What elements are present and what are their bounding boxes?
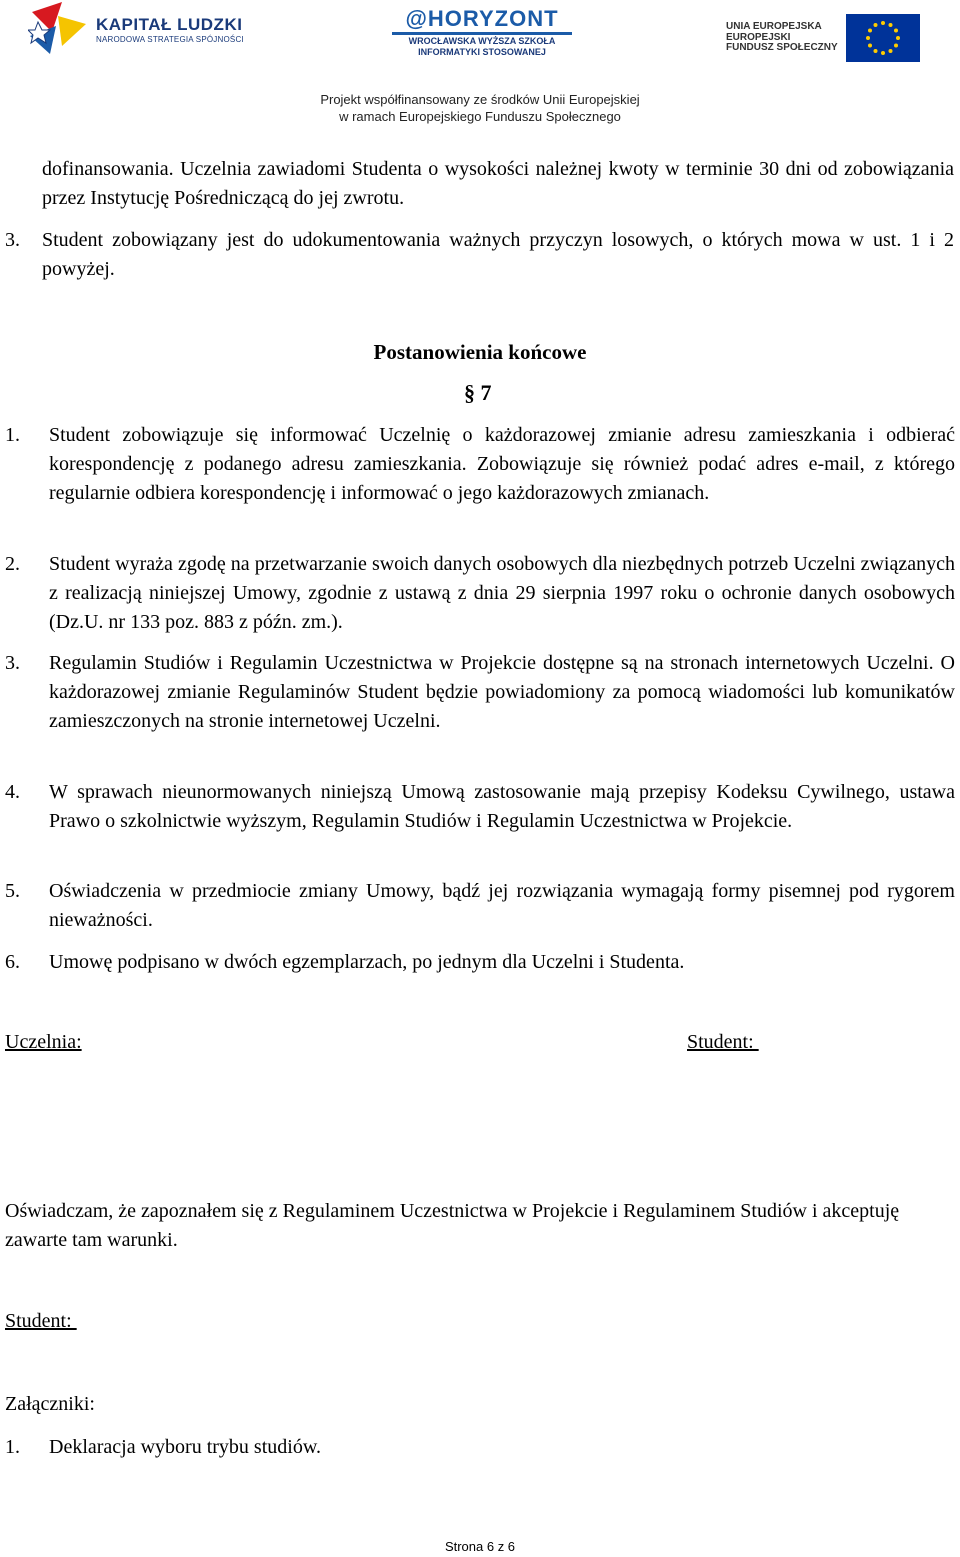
item-number: 2. [5, 553, 20, 575]
eu-star-icon [888, 49, 892, 53]
eu-star-icon [873, 49, 877, 53]
eu-star-icon [881, 51, 885, 55]
paragraph-mark: § 7 [464, 380, 492, 405]
project-line-1: Projekt współfinansowany ze środków Unii Europejskiej [320, 92, 640, 107]
list-item: Regulamin Studiów i Regulamin Uczestnictwa w Projekcie dostępne są na stronach internetowych Uczelni. O każdorazowej zmianie Regulaminów Student będzie powiadomiony za pomocą wiadomości lub komunikatów zamieszczonych na stronie internetowej Uczelni. [49, 652, 955, 732]
kapital-ludzki-title: KAPITAŁ LUDZKI [96, 15, 243, 34]
attachments-label: Załączniki: [5, 1393, 95, 1415]
eu-line-3: FUNDUSZ SPOŁECZNY [726, 42, 838, 54]
item-number: 4. [5, 781, 20, 803]
eu-star-icon [868, 29, 872, 33]
eu-star-icon [873, 23, 877, 27]
item-number: 5. [5, 880, 20, 902]
signature-student: Student: [687, 1031, 759, 1053]
eu-flag-icon [846, 14, 920, 62]
signature-uczelnia: Uczelnia: [5, 1031, 82, 1053]
eu-star-icon [881, 21, 885, 25]
at-sign-icon: @ [405, 6, 428, 31]
item-number: 6. [5, 951, 20, 973]
eu-star-icon [888, 23, 892, 27]
item-number: 3. [5, 652, 20, 674]
list-item: Oświadczenia w przedmiocie zmiany Umowy, bądź jej rozwiązania wymagają formy pisemnej pod rygorem nieważności. [49, 880, 955, 931]
continuation-item-3: Student zobowiązany jest do udokumentowania ważnych przyczyn losowych, o których mowa w ust. 1 i 2 powyżej. [42, 229, 954, 280]
project-line-2: w ramach Europejskiego Funduszu Społecznego [339, 109, 621, 124]
horyzont-title: HORYZONT [427, 6, 559, 31]
list-item: Umowę podpisano w dwóch egzemplarzach, po jednym dla Uczelni i Studenta. [49, 951, 685, 973]
eu-logo [726, 14, 920, 62]
attachment-number: 1. [5, 1436, 20, 1458]
attachment-item: Deklaracja wyboru trybu studiów. [49, 1436, 321, 1458]
list-item: Student wyraża zgodę na przetwarzanie swoich danych osobowych dla niezbędnych potrzeb Uczelni związanych z realizacją niniejszej Umowy, zgodnie z ustawą z dnia 29 sierpnia 1997 roku o ochronie danych osobowych (Dz.U. nr 133 poz. 883 z późn. zm.). [49, 553, 955, 633]
eu-star-icon [894, 44, 898, 48]
eu-star-icon [868, 44, 872, 48]
list-item: Student zobowiązuje się informować Uczelnię o każdorazowej zmianie adresu zamieszkania i odbierać korespondencję z podanego adresu zamieszkania. Zobowiązuje się również podać adres e-mail, z którego regularnie odbiera korespondencję i informować o jego każdorazowych zmianach. [49, 424, 955, 504]
kapital-ludzki-subtitle: NARODOWA STRATEGIA SPÓJNOŚCI [96, 35, 244, 44]
eu-star-icon [866, 36, 870, 40]
kapital-ludzki-logo [28, 2, 244, 58]
student-signature-line: Student: [5, 1310, 77, 1332]
page-footer: Strona 6 z 6 [444, 1539, 516, 1554]
horyzont-divider [392, 32, 572, 35]
horyzont-subtitle-2: INFORMATYKI STOSOWANEJ [418, 47, 546, 57]
continuation-paragraph: dofinansowania. Uczelnia zawiadomi Studenta o wysokości należnej kwoty w terminie 30 dni od zobowiązania przez Instytucję Pośredniczącą do jej zwrotu. [42, 158, 954, 209]
eu-star-icon [896, 36, 900, 40]
eu-star-icon [894, 29, 898, 33]
item-number: 1. [5, 424, 20, 446]
section-heading: Postanowienia końcowe [373, 340, 587, 364]
horyzont-subtitle-1: WROCŁAWSKA WYŻSZA SZKOŁA [408, 36, 556, 46]
item-number: 3. [5, 229, 20, 251]
horyzont-logo [392, 8, 572, 57]
declaration: Oświadczam, że zapoznałem się z Regulaminem Uczestnictwa w Projekcie i Regulaminem Studiów i akceptuję zawarte tam warunki. [5, 1200, 900, 1251]
eu-line-2: EUROPEJSKI [726, 31, 791, 43]
kapital-ludzki-emblem-icon [28, 2, 90, 58]
list-item: W sprawach nieunormowanych niniejszą Umową zastosowanie mają przepisy Kodeksu Cywilnego, ustawa Prawo o szkolnictwie wyższym, Regulamin Studiów i Regulamin Uczestnictwa w Projekcie. [49, 781, 955, 832]
eu-line-1: UNIA EUROPEJSKA [726, 21, 822, 33]
